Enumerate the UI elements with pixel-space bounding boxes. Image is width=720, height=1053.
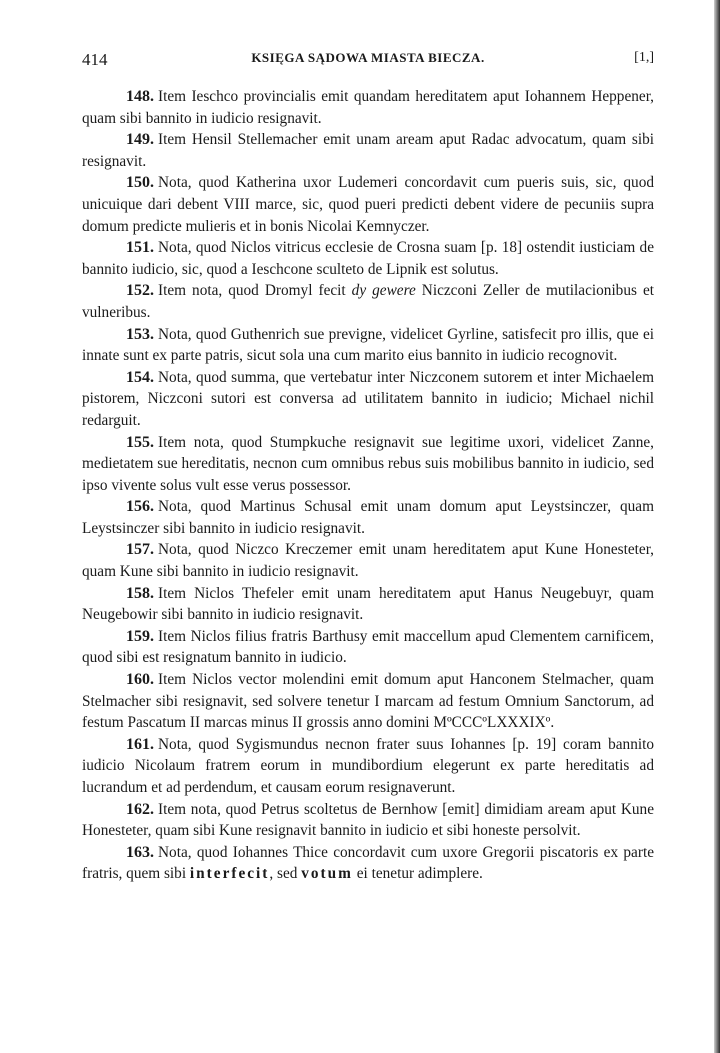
running-title: KSIĘGA SĄDOWA MIASTA BIECZA. [251, 50, 485, 65]
entry-text: Nota, quod Katherina uxor Ludemeri concordavit cum pueris suis, sic, quod unicuique dari debent VIII marce, sic, quod pueri predicti debent videre de pecuniis supra domum predicte mulieris et in bonis Nicolai Kemnyczer. [82, 174, 654, 235]
entry-number: 159. [126, 627, 154, 645]
entry-152 [82, 280, 654, 323]
entry-number: 161. [126, 735, 154, 753]
entry-text: ei tenetur adimplere. [352, 865, 483, 883]
section-mark: [1,] [634, 50, 654, 65]
entry-number: 162. [126, 800, 154, 818]
entry-163 [82, 842, 654, 885]
entry-number: 160. [126, 671, 154, 689]
entry-number: 156. [126, 498, 154, 516]
page-number: 414 [82, 50, 108, 69]
entry-150 [82, 172, 654, 237]
entry-number: 158. [126, 584, 154, 602]
entry-161 [82, 734, 654, 799]
entry-text: Item Ieschco provincialis emit quandam hereditatem aput Iohannem Heppener, quam sibi bannito in iudicio resignavit. [82, 88, 654, 127]
entry-number: 150. [126, 174, 154, 192]
entry-number: 163. [126, 843, 154, 861]
entry-number: 148. [126, 88, 154, 105]
body-text [82, 86, 654, 885]
entry-text: Nota, quod Iohannes Thice concordavit cum uxore Gregorii piscatoris ex parte fratris, quem sibi [82, 843, 654, 883]
entry-154 [82, 367, 654, 432]
entry-italic-phrase: dy gewere [351, 282, 416, 300]
entry-text: Item nota, quod Petrus scoltetus de Bernhow [emit] dimidiam aream aput Kune Honesteter, quam sibi Kune resignavit bannito in iudicio et sibi honeste persolvit. [82, 800, 654, 840]
entry-text: Niczconi Zeller de mutilacionibus et vulneribus. [82, 282, 655, 321]
entry-text: Item Niclos Thefeler emit unam hereditatem aput Hanus Neugebuyr, quam Neugebowir sibi bannito in iudicio resignavit. [82, 584, 654, 624]
entry-text: Item Niclos filius fratris Barthusy emit maccellum apud Clementem carnificem, quod sibi est resignatum bannito in iudicio. [82, 627, 654, 667]
entry-text: , sed [269, 865, 302, 883]
entry-text: Nota, quod Sygismundus necnon frater suus Iohannes [p. 19] coram bannito iudicio Nicolaum fratrem eorum in mundibordium elegerunt ex parte hereditatis ad lucrandum et ad perdendum, et causam eorum resignaverunt. [82, 735, 654, 796]
entry-text: Nota, quod Martinus Schusal emit unam domum aput Leystsinczer, quam Leystsinczer sibi bannito in iudicio resignavit. [82, 498, 654, 537]
entry-text: Nota, quod Guthenrich sue previgne, videlicet Gyrline, satisfecit pro illis, que ei innate sunt ex parte patris, sicut sola una cum marito eius bannito in iudicio recognovit. [82, 325, 654, 365]
entry-text: Item Hensil Stellemacher emit unam aream aput Radac advocatum, quam sibi resignavit. [82, 131, 654, 170]
entry-text: Nota, quod summa, que vertebatur inter Niczconem sutorem et inter Michaelem pistorem, Niczconi sutori est conversa ad utilitatem bannito in iudicio; Michael nichil redarguit. [82, 368, 654, 429]
entry-158 [82, 583, 654, 626]
page-header [82, 40, 654, 70]
entry-148 [82, 86, 654, 129]
entry-number: 155. [126, 433, 154, 451]
entry-number: 157. [126, 541, 154, 559]
entry-number: 152. [126, 282, 154, 300]
entry-number: 154. [126, 368, 154, 386]
entry-spaced-word: votum [301, 865, 353, 883]
entry-155 [82, 432, 654, 497]
scan-edge [714, 0, 720, 1053]
entry-number: 149. [126, 131, 154, 149]
entry-number: 153. [126, 325, 154, 343]
entry-159 [82, 626, 654, 669]
entry-153 [82, 324, 654, 367]
entry-text: Nota, quod Niclos vitricus ecclesie de Crosna suam [p. 18] ostendit iusticiam de bannito iudicio, sic, quod a Ieschcone sculteto de Lipnik est solutus. [82, 239, 654, 278]
entry-text: Item nota, quod Stumpkuche resignavit sue legitime uxori, videlicet Zanne, medietatem sue hereditatis, necnon cum omnibus rebus suis mobilibus bannito in iudicio, sed ipso vivente solus vult esse verus possessor. [82, 433, 654, 494]
entry-149 [82, 129, 654, 172]
entry-156 [82, 496, 654, 539]
entry-157 [82, 539, 654, 582]
entry-160 [82, 669, 654, 734]
entry-number: 151. [126, 239, 154, 257]
entry-text: Item Niclos vector molendini emit domum aput Hanconem Stelmacher, quam Stelmacher sibi resignavit, sed solvere tenetur I marcam ad festum Omnium Sanctorum, ad festum Pascatum II marcas minus II grossis anno domini MºCCCºLXXXIXº. [82, 671, 654, 732]
entry-text: Nota, quod Niczco Kreczemer emit unam hereditatem aput Kune Honesteter, quam Kune sibi bannito in iudicio resignavit. [82, 541, 654, 581]
entry-162 [82, 799, 654, 842]
entry-spaced-word: interfecit [189, 865, 270, 883]
entry-151 [82, 237, 654, 280]
entry-text: Item nota, quod Dromyl fecit [158, 282, 352, 300]
